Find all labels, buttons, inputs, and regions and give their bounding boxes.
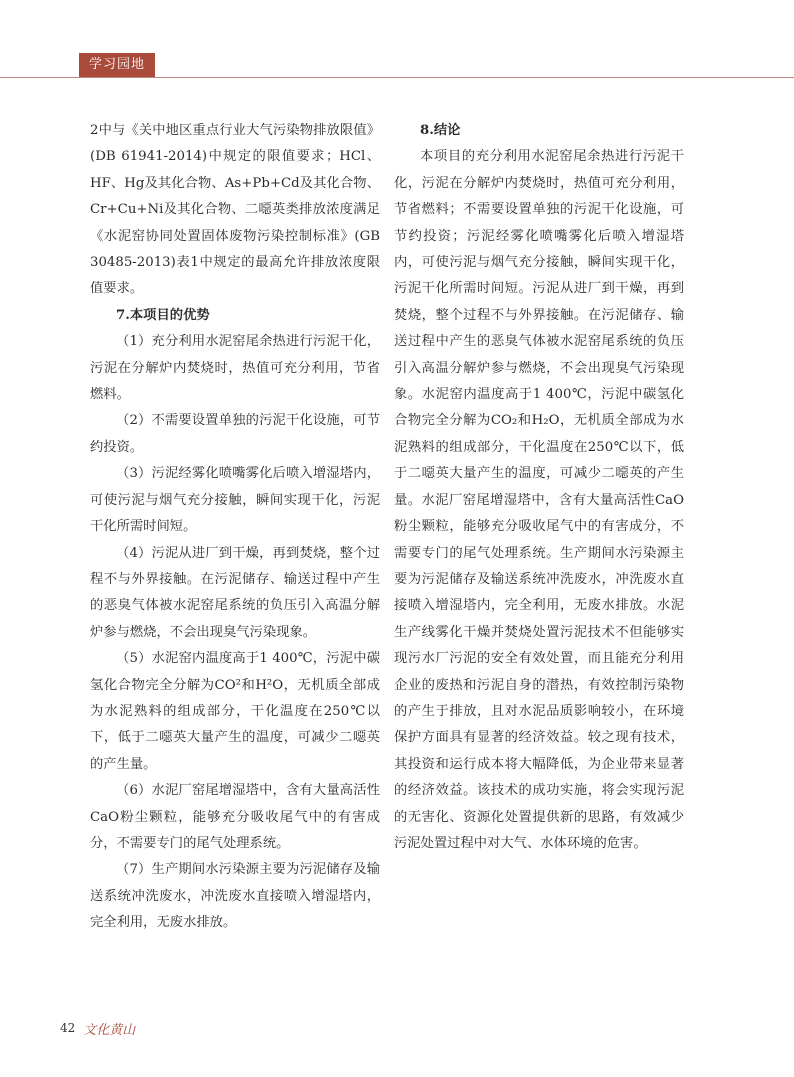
brand-logo: 文化黄山 [83,1022,136,1038]
advantage-item-7: （7）生产期间水污染源主要为污泥储存及输送系统冲洗废水，冲洗废水直接喷入增湿塔内，完全利用，无废水排放。 [90,862,380,931]
heading-conclusion: 8.结论 [420,123,461,138]
paragraph-emission-limits: 2中与《关中地区重点行业大气污染物排放限值》(DB 61941-2014)中规定的限值要求；HCl、HF、Hg及其化合物、As+Pb+Cd及其化合物、Cr+Cu+Ni及其化合物、二噁英类排放浓度满足《水泥窑协同处置固体废物污染控制标准》(GB 30485-2013)表1中规定的最高允许排放浓度限值要求。 [90,123,380,297]
page-number: 42 [60,1021,76,1035]
heading-advantages: 7.本项目的优势 [116,307,210,323]
section-tag: 学习园地 [79,53,155,77]
header-rule [0,77,794,78]
advantage-item-2: （2）不需要设置单独的污泥干化设施，可节约投资。 [90,413,380,455]
advantage-item-6: （6）水泥厂窑尾增湿塔中，含有大量高活性CaO粉尘颗粒，能够充分吸收尾气中的有害成分，不需要专门的尾气处理系统。 [90,783,380,851]
page-footer [60,1018,135,1038]
right-column [394,118,684,857]
left-column [90,118,380,937]
advantage-item-1: （1）充分利用水泥窑尾余热进行污泥干化，污泥在分解炉内焚烧时，热值可充分利用，节省燃料。 [90,334,380,403]
advantage-item-3: （3）污泥经雾化喷嘴雾化后喷入增湿塔内，可使污泥与烟气充分接触，瞬间实现干化，污泥干化所需时间短。 [90,466,380,535]
advantage-item-4: （4）污泥从进厂到干燥，再到焚烧，整个过程不与外界接触。在污泥储存、输送过程中产生的恶臭气体被水泥窑尾系统的负压引入高温分解炉参与燃烧，不会出现臭气污染现象。 [90,545,380,640]
advantage-item-5: （5）水泥窑内温度高于1 400℃，污泥中碳氢化合物完全分解为CO²和H²O，无机质全部成为水泥熟料的组成部分，干化温度在250℃以下，低于二噁英大量产生的温度，可减少二噁英的产生量。 [90,651,380,772]
conclusion-paragraph: 本项目的充分利用水泥窑尾余热进行污泥干化，污泥在分解炉内焚烧时，热值可充分利用，节省燃料；不需要设置单独的污泥干化设施，可节约投资；污泥经雾化喷嘴雾化后喷入增湿塔内，可使污泥与烟气充分接触，瞬间实现干化，污泥干化所需时间短。污泥从进厂到干燥，再到焚烧，整个过程不与外界接触。在污泥储存、输送过程中产生的恶臭气体被水泥窑尾系统的负压引入高温分解炉参与燃烧，不会出现臭气污染现象。水泥窑内温度高于1 400℃，污泥中碳氢化合物完全分解为CO₂和H₂O，无机质全部成为水泥熟料的组成部分，干化温度在250℃以下，低于二噁英大量产生的温度，可减少二噁英的产生量。水泥厂窑尾增湿塔中，含有大量高活性CaO粉尘颗粒，能够充分吸收尾气中的有害成分，不需要专门的尾气处理系统。生产期间水污染源主要为污泥储存及输送系统冲洗废水，冲洗废水直接喷入增湿塔内，完全利用，无废水排放。水泥生产线雾化干燥并焚烧处置污泥技术不但能够实现污水厂污泥的安全有效处置，而且能充分利用企业的废热和污泥自身的潜热，有效控制污染物的产生于排放，且对水泥品质影响较小，在环境保护方面具有显著的经济效益。较之现有技术，其投资和运行成本将大幅降低，为企业带来显著的经济效益。该技术的成功实施，将会实现污泥的无害化、资源化处置提供新的思路，有效减少污泥处置过程中对大气、水体环境的危害。 [394,149,684,851]
